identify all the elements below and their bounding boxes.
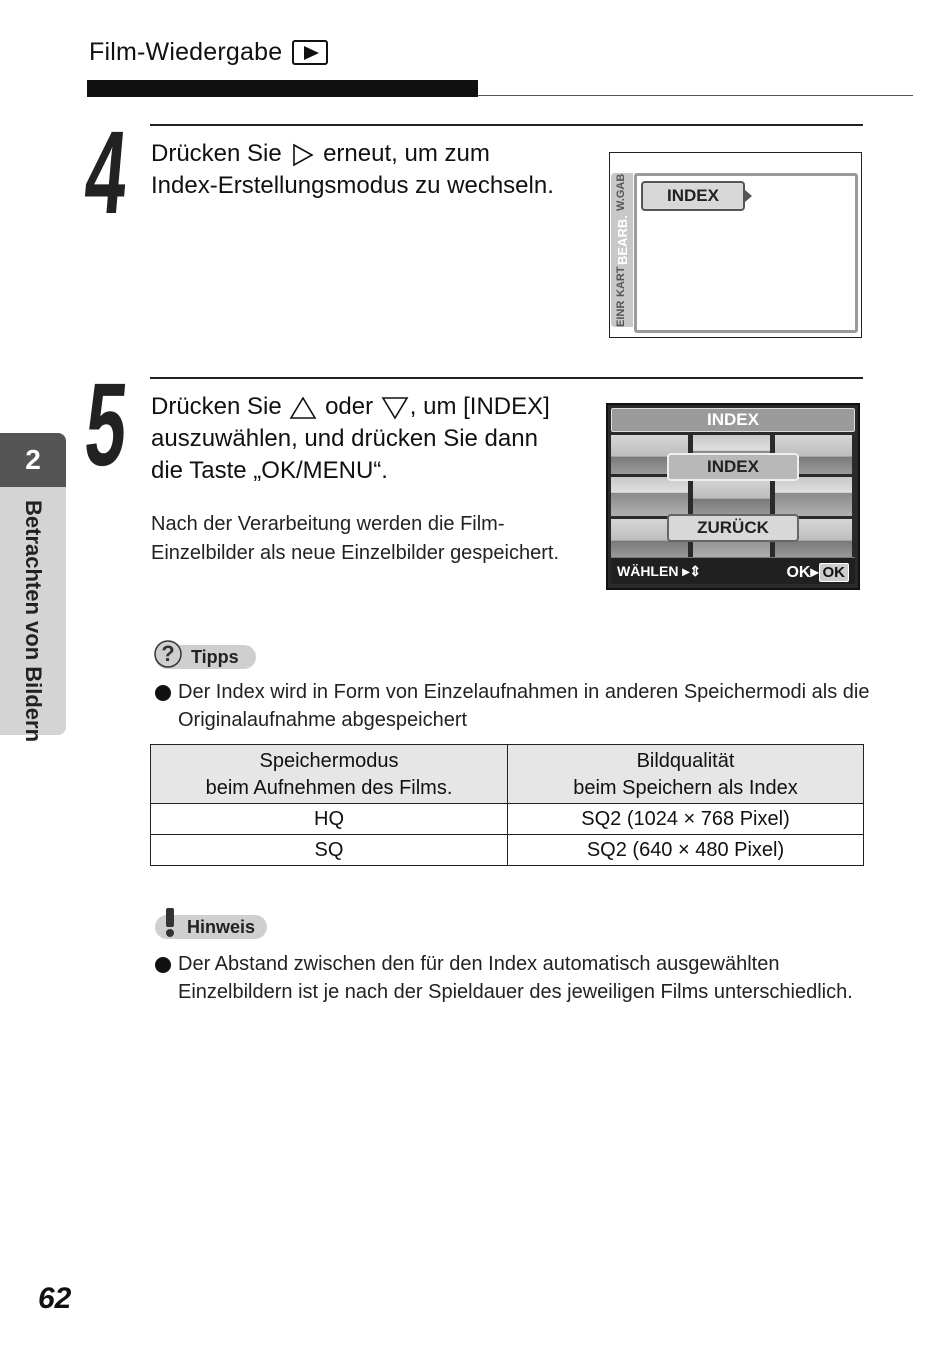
back-option-button[interactable]: [667, 514, 799, 542]
hinweis-badge: [155, 915, 267, 939]
table-header: Bildqualität beim Speichern als Index: [508, 745, 864, 804]
step-number-5: 5: [80, 359, 133, 491]
header-bar: [87, 80, 478, 97]
step-5-text-a: Drücken Sie: [151, 393, 282, 420]
tips-label: Tipps: [191, 646, 239, 667]
tab-wgab: W.GAB: [615, 173, 627, 211]
tab-einr: EINR: [615, 300, 627, 327]
step-number-4: 4: [80, 107, 133, 239]
thumbnail: [693, 477, 770, 516]
tips-bullet: [155, 685, 171, 701]
table-row: [151, 835, 864, 866]
table-header-row: [151, 745, 864, 804]
step-5-text-line3: die Taste „OK/MENU“.: [151, 457, 388, 484]
chapter-number-tab: [0, 433, 66, 487]
hinweis-bullet: [155, 957, 171, 973]
tab-bearb: BEARB.: [615, 215, 630, 265]
step-4-instruction: [151, 138, 554, 202]
table-header: Speichermodus beim Aufnehmen des Films.: [151, 745, 508, 804]
hinweis-bullet-text: Der Abstand zwischen den für den Index automatisch ausgewählten Einzelbildern ist je nach der Spieldauer des jeweiligen Films unterschiedlich.: [178, 953, 853, 1003]
tips-badge: [155, 641, 256, 669]
table-cell: HQ: [151, 804, 508, 835]
step-5-instruction: [151, 391, 550, 487]
tab-kart: KART: [615, 266, 627, 297]
header-rule: [478, 95, 913, 96]
step-4-text-b: erneut, um zum: [323, 140, 490, 167]
svg-text:?: ?: [161, 641, 175, 666]
ok-hint: OK▸ OK: [786, 562, 849, 582]
index-button-label: INDEX: [667, 186, 719, 205]
step-4-text-line2: Index-Erstellungsmodus zu wechseln.: [151, 172, 554, 199]
screen-footer: [611, 557, 855, 584]
select-hint: WÄHLEN ▸⇕: [617, 563, 702, 579]
hinweis-label: Hinweis: [187, 916, 256, 937]
index-option-button[interactable]: [667, 453, 799, 481]
camera-screen-index-menu: [609, 152, 862, 338]
up-arrow-icon: [288, 395, 318, 421]
table-cell: SQ2 (640 × 480 Pixel): [508, 835, 864, 866]
page-number: 62: [38, 1282, 72, 1315]
chapter-title: Betrachten von Bildern: [21, 500, 46, 743]
tips-bullet-text: Der Index wird in Form von Einzelaufnahmen in anderen Speichermodi als die Originalaufnahme abgespeichert: [178, 681, 870, 731]
page-section-title: [89, 38, 328, 67]
play-mode-icon: [292, 40, 328, 65]
screen-header: INDEX: [611, 408, 855, 432]
table-cell: SQ: [151, 835, 508, 866]
quality-table: [150, 744, 864, 866]
question-icon: [153, 639, 183, 669]
index-option-label: INDEX: [707, 457, 759, 476]
ok-button-icon: OK: [819, 563, 850, 582]
step-5-text-b: oder: [325, 393, 374, 420]
step-5-text-c: , um [INDEX]: [409, 393, 550, 420]
camera-screen-index-confirm: [606, 403, 860, 590]
right-arrow-icon: [288, 142, 316, 168]
section-title-text: Film-Wiedergabe: [89, 38, 283, 66]
step-5-note: Nach der Verarbeitung werden die Film-Einzelbilder als neue Einzelbilder gespeichert.: [151, 513, 560, 564]
table-cell: SQ2 (1024 × 768 Pixel): [508, 804, 864, 835]
menu-side-tabs: [611, 173, 633, 327]
down-arrow-icon: [380, 395, 410, 421]
exclamation-icon: [155, 907, 185, 939]
step-5-text-line2: auszuwählen, und drücken Sie dann: [151, 425, 538, 452]
step-5-rule: [150, 377, 863, 379]
index-button[interactable]: [641, 181, 745, 211]
thumbnail: [611, 477, 688, 516]
thumbnail: [775, 477, 852, 516]
table-row: [151, 804, 864, 835]
back-option-label: ZURÜCK: [697, 518, 769, 537]
step-4-rule: [150, 124, 863, 126]
chapter-number: 2: [25, 444, 41, 475]
step-4-text-a: Drücken Sie: [151, 140, 282, 167]
